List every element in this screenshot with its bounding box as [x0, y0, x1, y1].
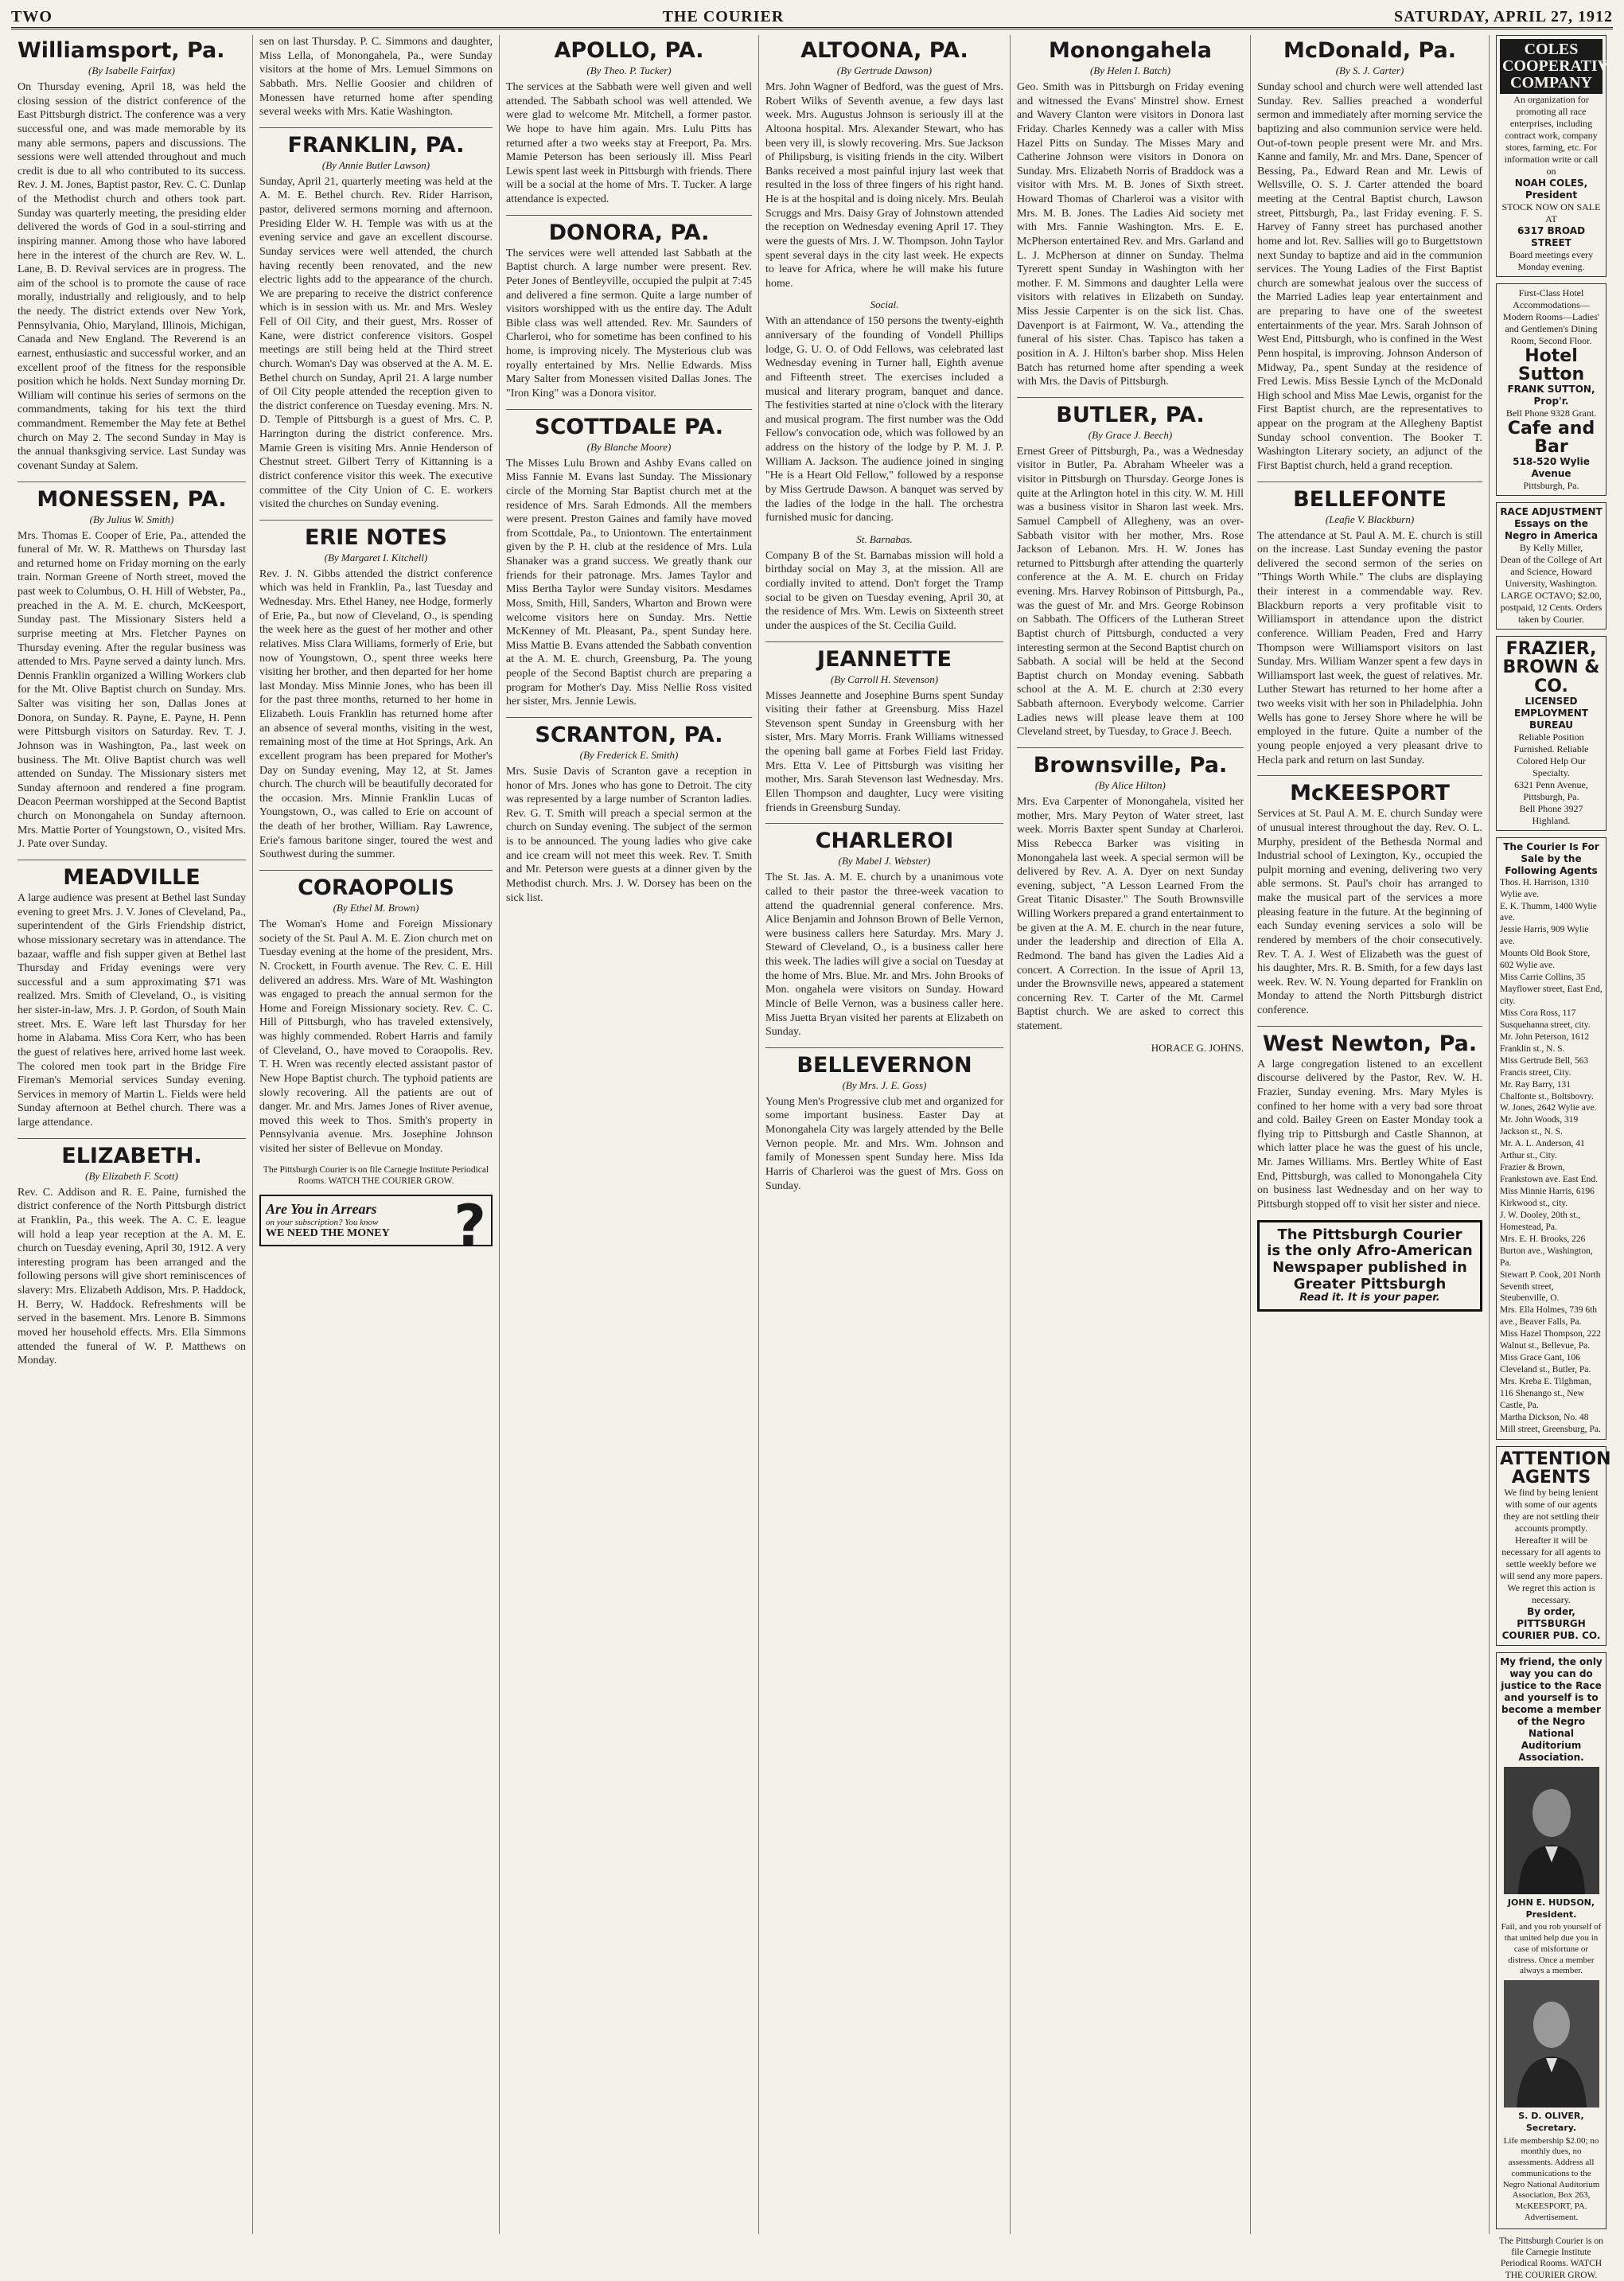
agent-entry: Mr. John Woods, 319 Jackson st., N. S. [1500, 1115, 1579, 1137]
divider [506, 215, 752, 216]
article-headline: CORAOPOLIS [298, 875, 454, 900]
article-headline: FRANKLIN, PA. [287, 132, 465, 158]
article-body: A large congregation listened to an excellent discourse delivered by the Pastor, Rev. W. H. Frazier, Sunday evening. Mrs. Mary Myles is confined to her home with a very bad sore throat and cold. Bailey Green on Easter Monday took a flying trip to Pittsburgh and Castle Shannon, at which latter place he was the guest of his uncle, Mr. James Williams. Mrs. Bertley White of East End, Pittsburgh, was called to Monongahela City on business last Wednesday and on her way to Pittsburgh stopped off to visit her sister and niece. [1257, 1058, 1482, 1211]
article-body: Mrs. Thomas E. Cooper of Erie, Pa., attended the funeral of Mr. W. R. Matthews on Thursday last and returned home on Friday morning on the early train. Norman Greene of North street, moved the past week to Columbus, O. H. Hill of Webster, Pa., preached in the A. M. E. church, McKeesport, Sunday past. The Missionary Sisters held a surprise meeting at Mrs. Fletcher Paynes on Thursday evening. After the regular business was attended to Mrs. Payne served a dainty lunch. Mrs. Dennis Franklin organized a Willing Workers club for the Mt. Olive Baptist church on Sunday. Mrs. Salter was visiting her son, Dallas Jones at Donora, on Sunday. R. Payne, E. Payne, H. Penn were Pittsburgh visitors on Saturday. Rev. T. J. Johnson was in Washington, Pa., last week on business. The Mt. Olive Baptist church was well attended on Sunday. The Missionary sisters met Sunday afternoon and rendered a fine program. Deacon Peerman worshipped at the Second Baptist church on Monongahela on Sunday afternoon. Mrs. Mattie Porter of Youngstown, O., visited Mrs. J. Pate over Sunday. [18, 529, 246, 851]
article-subhead: Social. [870, 298, 899, 311]
article-byline: (By Gertrude Dawson) [836, 64, 933, 77]
article-coraopolis [259, 875, 493, 1156]
agent-entry: Mr. John Peterson, 1612 Franklin st., N. S. [1500, 1031, 1590, 1054]
agent-entry: Jessie Harris, 909 Wylie ave. [1500, 925, 1589, 947]
article-franklin [259, 133, 493, 512]
agent-entry: Mrs. Kreba E. Tilghman, 116 Shenango st., New Castle, Pa. [1500, 1377, 1591, 1410]
article-mcdonald [1257, 38, 1482, 474]
ad-hotel-sutton [1496, 283, 1606, 496]
article-body: Ernest Greer of Pittsburgh, Pa., was a Wednesday visitor in Butler, Pa. Abraham Wheeler was a visitor in Pittsburgh on Thursday. George Jones is quite at the Arlington hotel in this city. W. M. Hill was a business visitor in Sharon last week. Mrs. Samuel Campbell of Allegheny, was an over-Sabbath visitor with her mother, Mrs. Rose Jackson of Lebanon. Mrs. H. W. Jones has returned to Pittsburgh after attending the quarterly conference at the A. M. E. church on Friday evening. Mrs. Harvey Robinson of Pittsburgh, Pa., was the guest of Mr. and Mrs. George Robinson on Sabbath. The Officers of the Lutheran Street Baptist church of Pittsburgh, conducted a very interesting sermon at the Second Baptist church on Sabbath. A social will be held at the Second Baptist church on Monday evening. Sabbath school at the A. M. E. church at 2:30 every Sabbath afternoon. Everybody welcome. Carrier Ladies news will please leave them at 100 Cleveland street, by Tuesday, to Grace J. Beech. [1017, 445, 1244, 739]
divider [1257, 1026, 1482, 1027]
divider [765, 1047, 1003, 1048]
article-body: Rev. C. Addison and R. E. Paine, furnished the district conference of the North Pittsburgh district at Franklin, Pa., this week. The A. C. E. league will hold a leap year reception at the A. M. E. church on Tuesday evening, April 30, 1912. A very interesting program has been arranged and the following persons will give short reminiscences of slavery: Mrs. Elizabeth Addison, Mrs. P. Haddock, H. Berry, W. Haddock. Refreshments will be served in the basement. Mrs. Lenore B. Simmons moved her household effects. Mrs. Ella Simmons attended the funeral of W. P. Matthews on Monday. [18, 1186, 246, 1367]
article-byline: (By Grace J. Beech) [1088, 428, 1173, 441]
article-williamsport [18, 38, 246, 474]
article-headline: MEADVILLE [63, 864, 201, 890]
article-body: The attendance at St. Paul A. M. E. church is still on the increase. Last Sunday evening the pastor delivered the second sermon of the series on "Things Worth While." The clubs are displaying their interest in a commendable way. Rev. Blackburn reports a very profitable visit to Williamsport in attendance upon the district conference. William Peaden, Fred and Harry Thompson were Williamsport visitors on last Sunday. Mrs. William Wanzer spent a few days in Williamsport last week, the guest of relatives. Mr. Luther Stewart has returned to her home after a two weeks visit with her son in Philadelphia. John Wells has gone to Jersey Shore where he will be employed in the future. Quite a number of the young people enjoyed a very pleasant drive to Hecla park and return on last Sunday. [1257, 529, 1482, 766]
ad-cafe-city: Pittsburgh, Pa. [1523, 480, 1579, 492]
article-body: On Thursday evening, April 18, was held the closing session of the district conference of the East Pittsburgh district. The conference was a very successful one, and was made memorable by its many able sermons, papers and discussions. The sessions were well attended throughout and much credit is due to all who contributed to its success. Rev. J. M. Jones, Baptist pastor, Rev. C. C. Dunlap of the Methodist church and others took part. Sunday was quarterly meeting, the presiding elder delivered the words of God in a soul-stirring and inspiring manner. Among those who have labored here in the interest of the church are Rev. W. L. Lane, B. D. Revival services are in progress. The aim of the school is to promote the cause of race morally, industrially and religiously, and to help the needy. The district extends over New York, Pennsylvania, Ohio, Maryland, Illinois, Michigan, Canada and New England. The Reverend is an earnest, enthusiastic and successful worker, and an excellent proof of the fitness for the responsible position which he holds. Next Sunday morning Dr. William will continue his series of sermons on the commandments, taking for his text the third commandment. Remember the May fete at Bethel church on May 2. The second Sunday in May is the annual thanksgiving service. Last Sunday was covenant Sunday at Salem. [18, 81, 246, 472]
article-west-newton [1257, 1031, 1482, 1212]
ad-cafe-address: 518-520 Wylie Avenue [1513, 456, 1590, 480]
article-subhead: St. Barnabas. [856, 532, 913, 545]
article-scranton [506, 723, 752, 905]
attention-title: ATTENTION AGENTS [1500, 1449, 1611, 1488]
ad-address: 6321 Penn Avenue, Pittsburgh, Pa. [1514, 778, 1588, 802]
courier-promo-line1: The Pittsburgh Courier [1277, 1226, 1462, 1243]
article-byline: (By Ethel M. Brown) [333, 902, 419, 914]
article-scottdale [506, 415, 752, 709]
auditorium-association-ad [1496, 1652, 1606, 2229]
article-headline: SCRANTON, PA. [535, 722, 723, 747]
agent-entry: Mrs. Ella Holmes, 739 6th ave., Beaver Falls, Pa. [1500, 1305, 1598, 1328]
article-headline: ERIE NOTES [305, 524, 447, 550]
article-byline: (By Alice Hilton) [1095, 779, 1166, 792]
article-byline: (By Julius W. Smith) [89, 513, 174, 525]
article-jeannette [765, 647, 1003, 816]
divider [1257, 775, 1482, 776]
article-altoona [765, 38, 1003, 290]
article-byline: (Leafie V. Blackburn) [1325, 513, 1415, 525]
article-body: Services at St. Paul A. M. E. church Sunday were of unusual interest throughout the day. Rev. O. L. Murphy, president of the Bethesda Normal and Industrial school of Lexington, Ky., occupied the pulpit morning and evening, delivering two very able sermons. St. Paul's choir has arranged to make the musical part of the services a more pleasing feature in the future. At the beginning of each Sunday evening services a solo will be rendered by members of the choir consecutively. Rev. T. A. J. West of Elizabeth was the guest of his daughter, Mrs. R. B. Smith, for a few days last week. Rev. W. N. Young departed for Franklin on Monday to attend the North Pittsburgh district conference. [1257, 808, 1482, 1017]
article-headline: SCOTTDALE PA. [535, 414, 723, 439]
photo-caption-secretary: S. D. OLIVER, Secretary. [1518, 2111, 1584, 2133]
article-byline: (By Blanche Moore) [586, 440, 672, 453]
agents-list [1500, 877, 1603, 1436]
photo-caption-president: JOHN E. HUDSON, President. [1507, 1897, 1595, 1920]
article-body: Sunday, April 21, quarterly meeting was held at the A. M. E. Bethel church. Rev. Rider Harrison, pastor, delivered sermons morning and afternoon. Presiding Elder W. H. Temple was with us at the evening service and gave an excellent discourse. Sunday services were well attended, the church having recently been renovated, and the new electric lights add to the appearance of the church. We are preparing to receive the district conference which is in session with us. Mr. and Mrs. Wesley Fell of Oil City, and their guest, Mrs. Rosser of Kane, were district conference visitors. Gospel meetings are still being held at the Third street church. Woman's Day was observed at the A. M. E. Bethel church on Sunday, April 21. A large number of Oil City people attended the reception given to the district conference on Tuesday evening. Mrs. N. D. Temple of Pittsburgh is a guest of Mrs. C. P. Harrington during the district conference. Mrs. Mamie Green is visiting Mrs. Annie Henderson of Chestnut street. Gilbert Terry of Kittanning is a district conference visitor this week. The executive committee of the City Union of C. E. workers visited the churches on Sunday evening. [259, 175, 493, 511]
article-donora [506, 220, 752, 401]
arrears-question: on your subscription? You know [266, 1218, 379, 1228]
ad-author: By Kelly Miller, [1519, 542, 1583, 554]
article-headline: ELIZABETH. [61, 1143, 202, 1168]
column-2 [253, 35, 500, 2234]
article-byline: (By Margaret I. Kitchell) [324, 551, 428, 563]
ad-owner: FRANK SUTTON, Prop'r. [1507, 384, 1595, 407]
page-number: TWO [11, 7, 53, 25]
question-mark-icon: ? [454, 1193, 486, 1259]
ad-subtitle: Essays on the Negro in America [1504, 518, 1599, 542]
divider [765, 641, 1003, 642]
divider [1017, 397, 1244, 398]
article-bellevernon [765, 1053, 1003, 1193]
article-meadville [18, 865, 246, 1130]
agent-entry: Miss Carrie Collins, 35 Mayflower street, East End, city. [1500, 973, 1603, 1007]
article-headline: Williamsport, Pa. [18, 38, 225, 63]
article-body: sen on last Thursday. P. C. Simmons and daughter, Miss Lella, of Monongahela, Pa., were Sunday visitors at the home of Mrs. Lemuel Simmons on Sabbath. Mrs. Nellie Goosier and children of Monessen have returned home after spending several weeks with Mrs. Katie Washington. [259, 36, 493, 119]
article-byline: (By Frederick E. Smith) [579, 748, 679, 761]
issue-date: SATURDAY, APRIL 27, 1912 [1393, 7, 1613, 25]
article-body: With an attendance of 150 persons the twenty-eighth anniversary of the founding of Vondell Phillips lodge, G. U. O. of Odd Fellows, was celebrated last Wednesday evening in Turner hall, Eighth avenue and Fifteenth street. The exercises included a musical and literary program, banquet and dance. The festivities started at nine o'clock with the literary and musical program. The first number was the Odd Fellow's convocation ode, which was followed by an address on the history of the lodge by P. M. J. P. William A. Jackson. The audience joined in singing "He is a Heart Old Fellow," followed by a response by Miss Gertrude Dawson. A banquet was served by the ladies of the lodge in the hall. The orchestra furnished music for dancing. [765, 315, 1003, 524]
divider [1017, 747, 1244, 748]
article-byline: (By Helen I. Batch) [1089, 64, 1171, 77]
article-headline: ALTOONA, PA. [800, 38, 968, 63]
divider [259, 520, 493, 521]
article-elizabeth [18, 1144, 246, 1368]
column-7-ads [1490, 35, 1620, 2280]
agent-entry: Miss Hazel Thompson, 222 Walnut st., Bellevue, Pa. [1500, 1329, 1601, 1351]
courier-promo-line2: is the only Afro-American Newspaper published in Greater Pittsburgh [1267, 1242, 1473, 1293]
article-headline: CHARLEROI [815, 829, 954, 854]
article-headline: West Newton, Pa. [1262, 1031, 1478, 1056]
arrears-ad [259, 1193, 493, 1259]
article-apollo [506, 38, 752, 207]
columns [11, 35, 1620, 2280]
agent-entry: Miss Minnie Harris, 6196 Kirkwood st., city. [1500, 1187, 1595, 1208]
article-body: Mrs. Susie Davis of Scranton gave a reception in honor of Mrs. Jones who has gone to Detroit. The city was represented by a large number of Scranton ladies. Rev. G. T. Smith will preach a special sermon at the church on Sunday evening. The subject of the sermon is to be announced. The young ladies who give cake and ice cream will not meet this week. Rev. T. Smith and Mr. Peterson were guests at a dinner given by the Methodist church. Mrs. J. W. Dorsey has been on the sick list. [506, 765, 752, 904]
ad-phone: Bell Phone 9328 Grant. [1505, 407, 1597, 419]
article-monongahela [1017, 38, 1244, 389]
agent-entry: Mr. Ray Barry, 131 Chalfonte st., Boltsbovry. [1500, 1079, 1594, 1102]
article-headline: Monongahela [1049, 38, 1212, 63]
ad-title: COLES COOPERATIVE COMPANY [1500, 39, 1603, 94]
ad-body: An organization for promoting all race enterprises, including contract work, company stores, farming, etc. For information write or call on [1504, 94, 1599, 177]
photo-note-president: Fail, and you rob yourself of that united help due you in case of misfortune or distress. Once a member always a member. [1501, 1922, 1602, 1976]
article-mckeesport [1257, 781, 1482, 1017]
article-erie-notes [259, 525, 493, 862]
article-body: The Woman's Home and Foreign Missionary society of the St. Paul A. M. E. Zion church met on Tuesday evening at the home of the president, Mrs. N. Crockett, in Fourth avenue. The Rev. C. E. Hill delivered an address. Mrs. Ware of Mt. Washington was engaged to preach the annual sermon for the Home and Foreign Missionary society. Rev. C. C. Hill of Pittsburgh, who has traveled extensively, was highly commended. Robert Harris and family of Cleveland, O., have moved to Coraopolis. Rev. T. H. Wren was recently elected assistant pastor of New Hope Baptist church. The typhoid patients are slowly recovering. All the patients are out of danger. Mr. and Mrs. James Jones of River avenue, moved this week to Thos. Smith's property in Pennsylvania avenue. Mrs. Josephine Johnson visited her sister of Bellevue on Monday. [259, 918, 493, 1156]
divider [259, 127, 493, 128]
article-headline: McKEESPORT [1290, 781, 1450, 806]
arrears-demand: WE NEED THE MONEY [266, 1227, 390, 1240]
ad-cafe-title: Cafe and Bar [1507, 419, 1595, 458]
divider [765, 823, 1003, 824]
column-3 [500, 35, 759, 2234]
article-byline: (By Isabelle Fairfax) [88, 64, 175, 77]
attention-body: We find by being lenient with some of our agents they are not settling their accounts promptly. Hereafter it will be necessary for all agents to settle weekly before we will send any more papers. We regret this action is necessary. [1500, 1486, 1603, 1605]
article-byline: (By S. J. Carter) [1335, 64, 1404, 77]
courier-file-notice: The Pittsburgh Courier is on file Carnegie Institute Periodical Rooms. WATCH THE COURIER GROW. [1499, 2236, 1603, 2280]
article-body: The St. Jas. A. M. E. church by a unanimous vote called to their pastor the three-week vacation to attend the quadrennial general conference. Mrs. Alice Benjamin and Johnson Brown of Belle Vernon, were business callers here Saturday. Mrs. Mary J. Steward of Cleveland, O., is a business caller here this week. The ladies will give a social on Tuesday at the home of Mrs. Blue. Mr. and Mrs. John Brooks of Mon. ongahela were visitors on Sunday. Howard Mincle of Belle Vernon, was a business caller here. Miss Juetta Bryan visited her parents at Elizabeth on Sunday. [765, 871, 1003, 1039]
agents-list-box [1496, 837, 1606, 1440]
article-headline: BUTLER, PA. [1056, 402, 1205, 427]
ad-note: STOCK NOW ON SALE AT [1501, 201, 1601, 224]
divider [259, 870, 493, 871]
article-byline: (By Elizabeth F. Scott) [85, 1169, 178, 1182]
article-headline: McDonald, Pa. [1283, 38, 1457, 63]
article-headline: APOLLO, PA. [554, 38, 704, 63]
column-1 [11, 35, 253, 2234]
article-body: Young Men's Progressive club met and organized for some important business. Easter Day at Monongahela City was largely attended by the Belle Vernon people. Mr. and Mrs. Wm. Johnson and family of Monessen spent Sunday here. Miss Ida Harris of Charleroi was the guest of Mrs. Goss on Sunday. [765, 1095, 1003, 1192]
article-body: Mrs. John Wagner of Bedford, was the guest of Mrs. Robert Wilks of Seventh avenue, a few days last week. Mrs. Augustus Johnson is seriously ill at the Altoona hospital. Mrs. Alexander Stewart, who has been very ill, is slowly recovering. Mrs. Sue Jackson of Philipsburg, is visiting friends in the city. Wilbert Banks received a most painful injury last week that resulted in the loss of three fingers of his right hand. He is at the hospital and is doing nicely. Mrs. Beulah Scruggs and Mrs. Daisy Gray of Johnstown attended the reception on Wednesday evening April 17. They were the guests of Mrs. J. W. Thompson. John Taylor spent several days in the city last week. He expects to leave for Africa, where he will make his future home. [765, 81, 1003, 290]
article-headline: BELLEVERNON [796, 1052, 972, 1078]
article-body: The services at the Sabbath were well given and well attended. The Sabbath school was well attended. We were glad to welcome Mr. Mitchell, a former pastor. We hope to have him again. Mrs. Lulu Pitts has returned after a two weeks stay at Freeport, Pa. Mrs. Mamie Peterson has been seriously ill. Miss Pearl Lewis spent last week in Pittsburgh with friends. There will be a social at the home of Mrs. T. Tucker. A large attendance is expected. [506, 81, 752, 206]
paper-title: THE COURIER [662, 7, 785, 25]
arrears-title: Are You in Arrears [266, 1201, 377, 1218]
agent-entry: W. Jones, 2642 Wylie ave. [1500, 1103, 1597, 1113]
attention-agents-box [1496, 1446, 1611, 1646]
photo-note-secretary: Life membership $2.00; no monthly dues, no assessments. Address all communications to the Negro National Auditorium Association, Box 263, McKEESPORT, PA. Advertisement. [1502, 2135, 1600, 2222]
article-byline: (By Annie Butler Lawson) [321, 158, 430, 171]
agents-header: The Courier Is For Sale by the Following Agents [1503, 840, 1599, 876]
article-byline: (By Carroll H. Stevenson) [830, 673, 939, 685]
agent-entry: Frazier & Brown, Frankstown ave. East End. [1500, 1163, 1598, 1185]
ad-name: NOAH COLES, President [1514, 177, 1588, 201]
divider [506, 409, 752, 410]
agent-entry: Mounts Old Book Store, 602 Wylie ave. [1500, 949, 1591, 971]
ad-title: Hotel Sutton [1517, 346, 1585, 385]
ad-detail: Dean of the College of Art and Science, Howard University, Washington. LARGE OCTAVO; $2.00, postpaid, 12 Cents. Orders taken by Courier. [1500, 554, 1603, 626]
portrait-photo-secretary [1504, 1980, 1599, 2107]
article-headline: JEANNETTE [817, 646, 952, 672]
article-headline: DONORA, PA. [548, 220, 710, 245]
agent-entry: Thos. H. Harrison, 1310 Wylie ave. [1500, 877, 1589, 899]
agent-entry: Mr. A. L. Anderson, 41 Arthur st., City. [1500, 1139, 1585, 1161]
divider [18, 1138, 246, 1139]
article-st-barnabas [765, 533, 1003, 634]
column-5 [1011, 35, 1251, 2234]
article-body: The Misses Lulu Brown and Ashby Evans called on Miss Fannie M. Evans last Sunday. The Missionary circle of the Morning Star Baptist church met at the residence of Mrs. Sarah Edmonds. All the members were present. Preston Gaines and family have moved from Scottdale, Pa., to Uniontown. The entertainment given by the P. H. club at the residence of Mrs. Lula Shanaker was a grand success. We greatly thank our friends for their patronage. Mrs. James Taylor and Miss Bertha Taylor were Sunday visitors. Mesdames Moss, Smith, Hill, Sanders, Wharton and Brown were welcome visitors here on Sunday. Mrs. Nettie McKenney of Mt. Pleasant, Pa., spent Sunday here. Miss Mattie B. Evans attended the Sabbath convention at the A. M. E. church, Greensburg, Pa. The young people of the Second Baptist church are preparing a program for Mother's Day. Miss Nellie Ross visited her sister, Mrs. Jennie Lewis. [506, 457, 752, 708]
agent-entry: Miss Gertrude Bell, 563 Francis street, City. [1500, 1055, 1589, 1078]
article-byline: (By Mrs. J. E. Goss) [842, 1078, 927, 1091]
article-bellefonte [1257, 487, 1482, 768]
masthead [11, 6, 1613, 29]
agent-entry: Miss Grace Gant, 106 Cleveland st., Butler, Pa. [1500, 1353, 1591, 1375]
ad-subtitle: LICENSED EMPLOYMENT BUREAU [1514, 695, 1588, 731]
article-charleroi [765, 829, 1003, 1039]
agent-entry: Miss Cora Ross, 117 Susquehanna street, city. [1500, 1008, 1591, 1030]
divider [506, 717, 752, 718]
article-body: Rev. J. N. Gibbs attended the district conference which was held in Franklin, Pa., last Tuesday and Wednesday. Mrs. Ethel Haney, nee Hodge, formerly of Erie, Pa., but now of Cleveland, O., is spending the week here as the guest of her mother and other relatives. Miss Clara Williams, formerly of Erie, but now of Youngstown, O., spent three weeks here visiting her brother, and then departed for her home last Monday. Miss Minnie Jones, who has been ill for the past three months, returned to her home in Elizabeth. Louis Franklin has returned home after an absence of several months, visiting in the west, remaining most of the time at Hot Springs, Ark. An excellent program has been prepared for Mother's Day on Sunday evening, May 12, at St. James church. The church will be beautifully decorated for the occasion. Mrs. Minnie Franklin Lucas of Youngstown, O., was called to Erie on account of the death of her brother, William. Ray Lawrence, Erie's famous baritone singer, toured the west and Southwest during the summer. [259, 567, 493, 861]
article-headline: MONESSEN, PA. [37, 486, 227, 512]
article-body: Company B of the St. Barnabas mission will hold a birthday social on May 3, at the mission. All are cordially invited to attend. Don't forget the Tramp social to be given on Tuesday evening, April 30, at the residence of Mrs. Wm. Lewis on Sixteenth street under the auspices of the St. Cecilia Guild. [765, 549, 1003, 632]
article-byline: (By Mabel J. Webster) [838, 855, 931, 868]
article-continued [259, 35, 493, 119]
ad-race-adjustment [1496, 502, 1606, 630]
ad-coles-cooperative [1496, 35, 1620, 277]
correspondent-signature: HORACE G. JOHNS. [1151, 1041, 1244, 1054]
courier-file-notice: The Pittsburgh Courier is on file Carnegie Institute Periodical Rooms. WATCH THE COURIER GROW. [263, 1164, 489, 1187]
article-headline: Brownsville, Pa. [1033, 752, 1228, 778]
column-4 [759, 35, 1011, 2234]
ad-tagline: First-Class Hotel Accommodations—Modern Rooms—Ladies' and Gentlemen's Dining Room, Second Floor. [1502, 287, 1600, 346]
attention-signed: By order, PITTSBURGH COURIER PUB. CO. [1501, 1605, 1601, 1641]
agent-entry: Martha Dickson, No. 48 Mill street, Greensburg, Pa. [1500, 1412, 1601, 1434]
article-body: Geo. Smith was in Pittsburgh on Friday evening and witnessed the Evans' Minstrel show. Ernest and Wavery Clanton were visitors in Donora last Friday. Charles Kennedy was a caller with Miss Hazel Pitts on Sunday. The Misses Mary and Catherine Johnson were visitors in Donora on Sunday. Mrs. Elizabeth Norris of Braddock was a visitor with Mrs. M. B. Jones of Sixth street. Howard Thomas of Charleroi was a visitor with Mrs. M. B. Jones. The Ladies Aid society met with Mrs. Fannie Washington. Mrs. E. E. McPherson entertained Rev. and Mrs. Garland and L. J. McPherson at dinner on Sunday. Thelma Tyrerett spent Sunday in Washington with her mother. F. M. Simmons and daughter Lella were visitors with relatives in Elizabeth on Sunday. Miss Jessie Carpenter is on the sick list. Chas. Davenport is at Fairmont, W. Va., attending the funeral of his sister. Chas. Tapisco has taken a position in A. J. Hilton's barber shop. Miss Helen Batch has returned home after spending a week with Mrs. the Davis of Pittsburgh. [1017, 81, 1244, 388]
article-body: The services were well attended last Sabbath at the Baptist church. A large number were present. Rev. Peter Jones of Bentleyville, occupied the pulpit at 7:45 and delivered a fine sermon. Quite a large number of visitors worshipped with us the entire day. The Adult Bible class was well attended. Rev. Mr. Saunders of Charleroi, who for sometime has been confined to his home, is improving nicely. The Mysterious club was royally entertained by Mrs. Nellie Edwards. Miss Mary Salter from Monessen visited Dallas Jones. The "Iron King" was a Donora visitor. [506, 247, 752, 400]
ad-title: FRAZIER, BROWN & CO. [1502, 639, 1600, 696]
ad-title: RACE ADJUSTMENT [1500, 506, 1603, 518]
article-body: Sunday school and church were well attended last Sunday. Rev. Sallies preached a wonderful sermon and immediately after morning service the baptizing and also communion service were held. Out-of-town people present were Mr. and Mrs. Kanne and family, Mr. and Mrs. Dane, Spencer of Bessing, Pa., Edward Rean and Mr. Lewis of Wellsville, O. S. J. Carter attended the board meeting at the Central Baptist church, Lawson street, Pittsburgh, Pa., last Friday evening. F. S. Harvey of Fanny street has purchased another home and lot. Rev. Sallies will go to Burgettstown next Sunday to baptize and aid in the communion services. The Young Ladies of the First Baptist church are somewhat jealous over the success of the Married Ladies leap year entertainment and are preparing to have one of the sweetest entertainments of the year. Mrs. Sarah Johnson of West End, Pittsburgh, who is confined in the West Penn hospital, is improving. Johnson Anderson of Midway, Pa., spent Sunday at the residence of Fred Lewis. Miss Bessie Lynch of the McDonald High school and Miss Mae Lewis, organist for the First Baptist church, are the representatives to appear on the program at the Allegheny Baptist Sunday school convention. The Booker T. Washington Literary society, an adjunct of the First Baptist church, held a grand reception. [1257, 81, 1482, 472]
article-body: A large audience was present at Bethel last Sunday evening to greet Mrs. J. V. Jones of Cleveland, Pa., superintendent of the Girls Friendship district, whose missionary secretary was in attendance. The bazaar, waffle and fish supper given at Bethel last Thursday and Friday evenings were very successful and a sum approximating $71 was realized. Mrs. Smith of Cleveland, O., is visiting her sister-in-law, Mrs. J. P. Gordon, of South Main street. Mrs. E. Ware left last Thursday for her home in Alabama. Miss Cora Kerr, who has been the guest of relatives here, arrived home last week. The colored men took part in the Bridge Fire Fireman's Memorial services Sunday evening. Services in memory of Martin L. Fields were held Sunday afternoon at Bethel church. There was a large attendance. [18, 892, 246, 1129]
agent-entry: E. K. Thumm, 1400 Wylie ave. [1500, 901, 1597, 923]
article-body: Mrs. Eva Carpenter of Monongahela, visited her mother, Mrs. Mary Peyton of Water street, last week. Morris Baxter spent Sunday at Charleroi. Miss Rebecca Barker was visiting in Monongahela last week. A special sermon will be delivered by Rev. A. A. Dyer on next Sunday evening, subject, "A Lesson Learned From the Great Titanic Disaster." The South Brownsville Willing Workers prepared a grand entertainment to be given at the A. M. E. church in the near future, under the leadership and direction of Ella A. Redmond. The band has given the Ladies Aid a concert. A Correction. In the issue of April 13, under the Brownsville news, appeared a statement concerning Rev. T. Carter of the Mt. Carmel Baptist church. We are asked to correct this statement. [1017, 796, 1244, 1033]
agent-entry: J. W. Dooley, 20th st., Homestead, Pa. [1500, 1210, 1581, 1232]
ad-phone: Bell Phone 3927 Highland. [1519, 802, 1583, 826]
portrait-photo-president [1504, 1767, 1599, 1894]
article-brownsville [1017, 753, 1244, 1034]
article-body: Misses Jeannette and Josephine Burns spent Sunday visiting their father at Greensburg. Miss Hazel Stevenson spent Sunday in Greensburg with her sister, Mrs. Mary Morris. Frank Williams witnessed the opening ball game at Forbes Field last Friday. Mrs. Etta V. Lee of Pittsburgh was visiting her mother, Mrs. Sarah Stevenson last Wednesday. Mrs. Ellen Thompson and daughter, Lucy were visiting friends in Greensburg Sunday. [765, 689, 1003, 814]
agent-entry: Mrs. E. H. Brooks, 226 Burton ave., Washington, Pa. [1500, 1234, 1593, 1268]
article-butler [1017, 403, 1244, 739]
courier-promo-line3: Read it. It is your paper. [1299, 1292, 1440, 1304]
ad-detail: Reliable Position Furnished. Reliable Colored Help Our Specialty. [1513, 731, 1589, 778]
article-headline: BELLEFONTE [1293, 486, 1447, 512]
courier-promo-box [1257, 1220, 1482, 1312]
ad-address: 6317 BROAD STREET [1517, 225, 1586, 248]
ad-frazier-brown [1496, 636, 1606, 830]
agent-entry: Stewart P. Cook, 201 North Seventh street, Steubenville, O. [1500, 1269, 1601, 1304]
column-6 [1251, 35, 1490, 2234]
ad-meetings: Board meetings every Monday evening. [1509, 249, 1594, 272]
article-social [765, 298, 1003, 524]
article-byline: (By Theo. P. Tucker) [586, 64, 672, 77]
article-monessen [18, 487, 246, 852]
auditorium-intro: My friend, the only way you can do justice to the Race and yourself is to become a member of the Negro National Auditorium Association. [1500, 1655, 1603, 1763]
